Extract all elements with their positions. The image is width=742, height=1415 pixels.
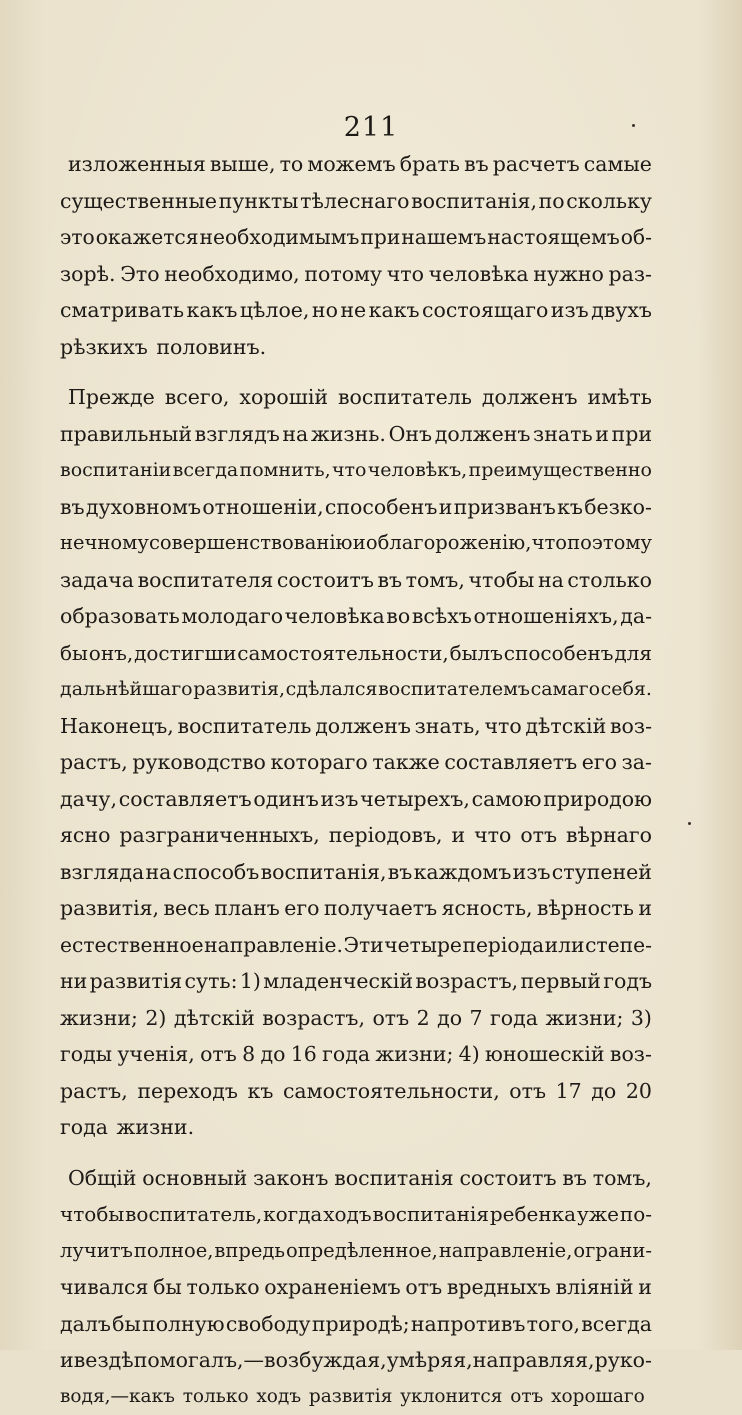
word: долженъ (315, 708, 411, 745)
text-line (60, 671, 652, 708)
word: имѣть (587, 379, 651, 416)
word: юношескій (485, 1036, 605, 1073)
word: облагороженію, (366, 525, 532, 562)
word: каждомъ (414, 854, 512, 891)
word: дѣтскій (525, 708, 606, 745)
word: безко- (584, 489, 652, 526)
word: изложенныя (68, 146, 206, 183)
word: законъ (253, 1160, 328, 1197)
word: направляя, (473, 1342, 595, 1379)
text-line (60, 489, 652, 526)
print-speck (632, 124, 635, 127)
word: помнить, (240, 452, 331, 489)
word: состоящаго (422, 292, 548, 329)
word: свободу (226, 1306, 311, 1343)
word: Это (120, 256, 159, 293)
word: необходимымъ (199, 219, 359, 256)
text-line (60, 292, 652, 329)
word: развитія (90, 963, 183, 1000)
word: самые (584, 146, 652, 183)
word: воспитатель, (125, 1196, 262, 1233)
word: уклонится (400, 1379, 502, 1415)
word: уже (577, 1196, 619, 1233)
word: состоитъ (277, 562, 374, 599)
word: далъ (60, 1306, 111, 1343)
word: чтобы (468, 562, 534, 599)
word: полную (142, 1306, 225, 1343)
word: до (437, 1000, 462, 1037)
word: составляетъ (119, 781, 252, 818)
word: образовать (60, 598, 180, 635)
page-number: 211 (0, 112, 742, 143)
word: достигши (134, 635, 236, 672)
word: опредѣленное, (286, 1233, 438, 1270)
word: въ (378, 562, 403, 599)
word: на (146, 854, 172, 891)
word: охраненіемъ (264, 1269, 400, 1306)
word: призванъ (454, 489, 556, 526)
word: тѣлеснаго (300, 183, 409, 220)
word: руководство (132, 744, 266, 781)
word: до (591, 1073, 616, 1110)
word: об- (621, 219, 652, 256)
word: развитія, (193, 671, 285, 708)
word: развитія (309, 1379, 393, 1415)
word: и (353, 525, 366, 562)
word: жизни; (375, 1036, 453, 1073)
word: что (387, 256, 424, 293)
word: весь (163, 890, 209, 927)
word: взглядъ (195, 416, 280, 453)
text-line (60, 598, 652, 635)
text-line (60, 1073, 652, 1110)
word: изъ (551, 292, 589, 329)
word: Общій (68, 1160, 136, 1197)
word: до (260, 1036, 285, 1073)
word: отъ (509, 1073, 546, 1110)
word: ни (60, 963, 87, 1000)
word: отъ (372, 1000, 409, 1037)
word: жизни; (545, 1000, 623, 1037)
word: лучитъ (60, 1233, 133, 1270)
word: и (439, 489, 453, 526)
word: скольку (566, 183, 652, 220)
word: направленіе. (204, 927, 343, 964)
word: чивался (60, 1269, 148, 1306)
word: планъ (214, 890, 280, 927)
text-line (60, 854, 652, 891)
word: руко- (595, 1342, 652, 1379)
text-line (60, 817, 652, 854)
word: когда (263, 1196, 322, 1233)
word: 2 (417, 1000, 430, 1037)
word: воспитатель (178, 708, 312, 745)
text-line (60, 1233, 652, 1270)
word: нужно (533, 256, 604, 293)
word: воспитателемъ (378, 671, 530, 708)
text-line (60, 146, 652, 183)
word: онъ, (89, 635, 133, 672)
text-line (60, 963, 652, 1000)
word: растъ, (60, 1073, 128, 1110)
word: только (187, 1269, 260, 1306)
word: томъ, (593, 1160, 652, 1197)
word: 20 (626, 1073, 652, 1110)
word: жизни. (117, 1109, 195, 1146)
word: ступеней (552, 854, 652, 891)
text-line (60, 708, 652, 745)
word: хорошаго (551, 1379, 645, 1415)
word: на (282, 416, 308, 453)
word: самаго (531, 671, 600, 708)
word: воспитанія (372, 1196, 489, 1233)
word: возрастъ, (415, 963, 518, 1000)
word: сматривать (60, 292, 184, 329)
word: воспитателя (138, 562, 274, 599)
word: 16 (291, 1036, 317, 1073)
word: составляетъ (444, 744, 577, 781)
word: водя,—какъ (60, 1379, 175, 1415)
word: это (60, 219, 95, 256)
word: получаетъ (324, 890, 437, 927)
word: то (280, 146, 304, 183)
body-text (60, 146, 652, 1415)
paragraph-1 (60, 146, 652, 365)
word: при (360, 219, 400, 256)
word: всего, (165, 379, 230, 416)
word: суть: (185, 963, 238, 1000)
word: основный (142, 1160, 247, 1197)
word: также (372, 744, 439, 781)
word: вліяній (556, 1269, 634, 1306)
word: его (284, 890, 319, 927)
word: его (582, 744, 617, 781)
word: воспитанія, (411, 183, 537, 220)
word: растъ, (60, 744, 128, 781)
word: вездѣ (74, 1342, 134, 1379)
word: какъ (187, 292, 238, 329)
word: младенческій (263, 963, 413, 1000)
word: ясно (60, 817, 110, 854)
word: что (332, 452, 367, 489)
word: цѣлое, (240, 292, 310, 329)
text-line (60, 1379, 652, 1415)
word: самостоятельности, (237, 635, 448, 672)
word: столько (567, 562, 652, 599)
word: умѣряя, (387, 1342, 473, 1379)
word: года (322, 1036, 370, 1073)
word: помогалъ,—возбуждая, (134, 1342, 387, 1379)
word: 7 (470, 1000, 483, 1037)
word: первый (520, 963, 600, 1000)
word: потому (304, 256, 382, 293)
word: зорѣ. (60, 256, 116, 293)
word: окажется (96, 219, 199, 256)
print-speck (688, 822, 691, 825)
word: да- (620, 598, 652, 635)
word: отношеніи, (202, 489, 323, 526)
text-line (60, 744, 652, 781)
word: отъ (200, 1036, 237, 1073)
word: или (545, 927, 585, 964)
word: знать, (415, 708, 481, 745)
word: изъ (513, 854, 551, 891)
word: взгляда (60, 854, 144, 891)
word: нечному (60, 525, 149, 562)
word: воз- (610, 1036, 652, 1073)
word: всегда (581, 1306, 652, 1343)
word: къ (557, 489, 583, 526)
word: томъ, (406, 562, 465, 599)
word: къ (248, 1073, 274, 1110)
word: разграниченныхъ, (119, 817, 319, 854)
word: что (484, 708, 521, 745)
word: періодовъ, (329, 817, 443, 854)
word: задача (60, 562, 134, 599)
word: года (490, 1000, 538, 1037)
word: пункты (219, 183, 299, 220)
word: преимущественно (469, 452, 652, 489)
word: котораго (270, 744, 367, 781)
word: сдѣлался (286, 671, 378, 708)
text-line (60, 1160, 652, 1197)
text-line (60, 329, 652, 366)
word: состоитъ (459, 1160, 556, 1197)
word: природѣ; (312, 1306, 410, 1343)
word: при (612, 416, 652, 453)
word: настоящемъ (487, 219, 620, 256)
word: не (340, 292, 366, 329)
text-line (60, 1109, 652, 1146)
paragraph-2 (60, 379, 652, 1146)
word: половинъ. (156, 329, 266, 366)
word: всегда (173, 452, 239, 489)
word: правильный (60, 416, 192, 453)
word: 2) (145, 1000, 166, 1037)
word: знать (533, 416, 593, 453)
word: годъ (603, 963, 652, 1000)
text-line (60, 1306, 652, 1343)
word: воспитанія, (261, 854, 387, 891)
word: поэтому (567, 525, 652, 562)
word: всѣхъ (412, 598, 472, 635)
word: Наконецъ, (60, 708, 174, 745)
word: молодаго (181, 598, 283, 635)
word: воз- (610, 708, 652, 745)
word: способъ (173, 854, 260, 891)
text-line (60, 562, 652, 599)
word: на (538, 562, 564, 599)
text-line (60, 256, 652, 293)
word: способенъ (325, 489, 438, 526)
word: природою (543, 781, 652, 818)
word: можемъ (307, 146, 395, 183)
word: въ (464, 146, 489, 183)
word: только (183, 1379, 249, 1415)
word: жизнь. (311, 416, 386, 453)
word: жизни; (60, 1000, 138, 1037)
word: въ (388, 854, 413, 891)
word: четырехъ, (360, 781, 470, 818)
word: ясность, (442, 890, 533, 927)
text-line (60, 1196, 652, 1233)
word: годы (60, 1036, 112, 1073)
word: переходъ (137, 1073, 238, 1110)
word: себя. (601, 671, 652, 708)
word: и (638, 890, 652, 927)
word: дальнѣйшаго (60, 671, 193, 708)
text-line (60, 379, 652, 416)
word: но (312, 292, 338, 329)
word: долженъ (435, 416, 531, 453)
word: въ (562, 1160, 587, 1197)
word: дачу, (60, 781, 117, 818)
word: необходимо, (164, 256, 299, 293)
text-line (60, 416, 652, 453)
word: воспитатель (338, 379, 472, 416)
word: 17 (556, 1073, 582, 1110)
word: напротивъ (411, 1306, 526, 1343)
word: 8 (242, 1036, 255, 1073)
text-line (60, 183, 652, 220)
word: 4) (459, 1036, 480, 1073)
text-line (60, 1269, 652, 1306)
word: выше, (210, 146, 276, 183)
word: развитія, (60, 890, 159, 927)
text-line (60, 452, 652, 489)
word: совершенствованію (149, 525, 353, 562)
word: по (539, 183, 565, 220)
word: существенные (60, 183, 217, 220)
word: хорошій (239, 379, 328, 416)
text-line (60, 635, 652, 672)
word: четыре (384, 927, 462, 964)
word: 3) (631, 1000, 652, 1037)
word: ходъ (256, 1379, 301, 1415)
word: ограни- (573, 1233, 652, 1270)
word: бы (153, 1269, 182, 1306)
word: расчетъ (493, 146, 580, 183)
word: брать (400, 146, 460, 183)
word: за- (622, 744, 652, 781)
word: человѣкъ, (368, 452, 467, 489)
word: духовномъ (86, 489, 201, 526)
word: ребенка (490, 1196, 576, 1233)
word: рѣзкихъ (60, 329, 148, 366)
word: 1) (240, 963, 261, 1000)
word: былъ (450, 635, 503, 672)
word: ученія, (117, 1036, 194, 1073)
word: долженъ (482, 379, 578, 416)
text-line (60, 1036, 652, 1073)
word: человѣка (429, 256, 529, 293)
text-line (60, 525, 652, 562)
text-line (60, 781, 652, 818)
word: направленіе, (439, 1233, 573, 1270)
word: отъ (510, 1379, 543, 1415)
word: Онъ (389, 416, 433, 453)
text-line (60, 927, 652, 964)
word: нашемъ (401, 219, 486, 256)
word: впредь (214, 1233, 285, 1270)
word: одинъ (253, 781, 318, 818)
paragraph-3 (60, 1160, 652, 1415)
word: Прежде (68, 379, 155, 416)
word: какъ (369, 292, 420, 329)
word: и (638, 1269, 652, 1306)
word: ходъ (323, 1196, 371, 1233)
text-line (60, 219, 652, 256)
word: того, (527, 1306, 580, 1343)
word: отъ (405, 1269, 442, 1306)
word: что (532, 525, 567, 562)
word: что (474, 817, 511, 854)
word: воспитанія (334, 1160, 453, 1197)
text-line (60, 1342, 652, 1379)
word: двухъ (591, 292, 652, 329)
word: бы (60, 635, 88, 672)
word: бы (112, 1306, 141, 1343)
word: вѣрнаго (566, 817, 652, 854)
word: періода (462, 927, 544, 964)
word: способенъ (504, 635, 614, 672)
word: степе- (585, 927, 652, 964)
word: Эти (343, 927, 383, 964)
word: въ (60, 489, 85, 526)
word: года (60, 1109, 108, 1146)
word: для (614, 635, 652, 672)
word: дѣтскій (174, 1000, 255, 1037)
word: и (452, 817, 466, 854)
word: воспитаніи (60, 452, 171, 489)
word: естественное (60, 927, 204, 964)
word: изъ (321, 781, 359, 818)
word: чтобы (60, 1196, 124, 1233)
word: самостоятельности, (283, 1073, 500, 1110)
text-line (60, 1000, 652, 1037)
word: вредныхъ (447, 1269, 551, 1306)
text-line (60, 890, 652, 927)
word: по- (620, 1196, 652, 1233)
word: вѣрность (537, 890, 634, 927)
word: возрастъ, (262, 1000, 365, 1037)
word: полное, (134, 1233, 214, 1270)
word: и (60, 1342, 74, 1379)
word: отношеніяхъ, (473, 598, 618, 635)
word: и (595, 416, 609, 453)
word: во (386, 598, 410, 635)
word: раз- (609, 256, 652, 293)
word: самою (472, 781, 542, 818)
word: отъ (520, 817, 557, 854)
word: человѣка (285, 598, 385, 635)
